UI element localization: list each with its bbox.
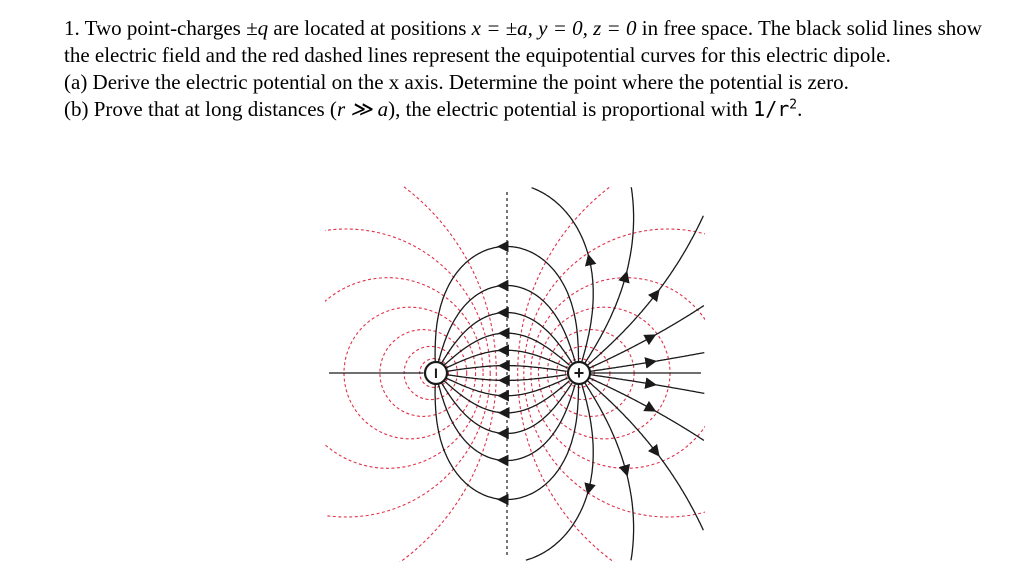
- field-direction-arrow: [646, 337, 651, 340]
- problem-intro: 1. Two point-charges ±q are located at positions x = ±a, y = 0, z = 0 in free space. The black solid lines show the electric field and the red dashed lines represent the equipotential curves for this electric dipole.: [64, 16, 982, 67]
- field-direction-arrow: [645, 362, 651, 363]
- equipotential-curves: [325, 186, 705, 562]
- negative-charge: [425, 362, 447, 384]
- problem-statement: [64, 15, 1004, 123]
- negative-charge-symbol: I: [434, 365, 438, 381]
- field-direction-arrow: [624, 465, 626, 471]
- positive-charge-symbol: +: [573, 363, 585, 383]
- field-line: [589, 306, 704, 368]
- field-direction-arrow: [646, 406, 651, 409]
- field-line: [588, 216, 704, 365]
- field-direction-arrow: [652, 447, 656, 452]
- field-direction-arrow: [652, 294, 656, 299]
- part-b: (b) Prove that at long distances (r ≫ a), the electric potential is proportional with $1/r^2$.: [64, 97, 803, 121]
- field-direction-arrow: [589, 260, 590, 266]
- equipotential-circle-left-1: [325, 186, 496, 562]
- field-direction-arrow: [624, 276, 626, 282]
- charge-expression: ±q: [246, 16, 269, 40]
- electric-field-lines: [329, 187, 704, 560]
- field-line: [526, 385, 593, 561]
- field-line: [589, 378, 704, 440]
- part-a: (a) Derive the electric potential on the x axis. Determine the point where the potential is zero.: [64, 70, 849, 94]
- field-line: [532, 188, 594, 362]
- inverse-square-expression: $1/r^2$: [753, 97, 798, 121]
- dipole-field-svg: [325, 186, 705, 562]
- field-direction-arrow: [645, 383, 651, 384]
- equipotential-circle-right-1: [518, 186, 705, 562]
- far-field-condition: r ≫ a: [336, 97, 389, 121]
- field-direction-arrow: [589, 484, 590, 490]
- positive-charge: [568, 362, 590, 384]
- position-expression: x = ±a, y = 0, z = 0: [471, 16, 637, 40]
- field-line: [588, 381, 704, 530]
- dipole-field-diagram: [325, 186, 705, 562]
